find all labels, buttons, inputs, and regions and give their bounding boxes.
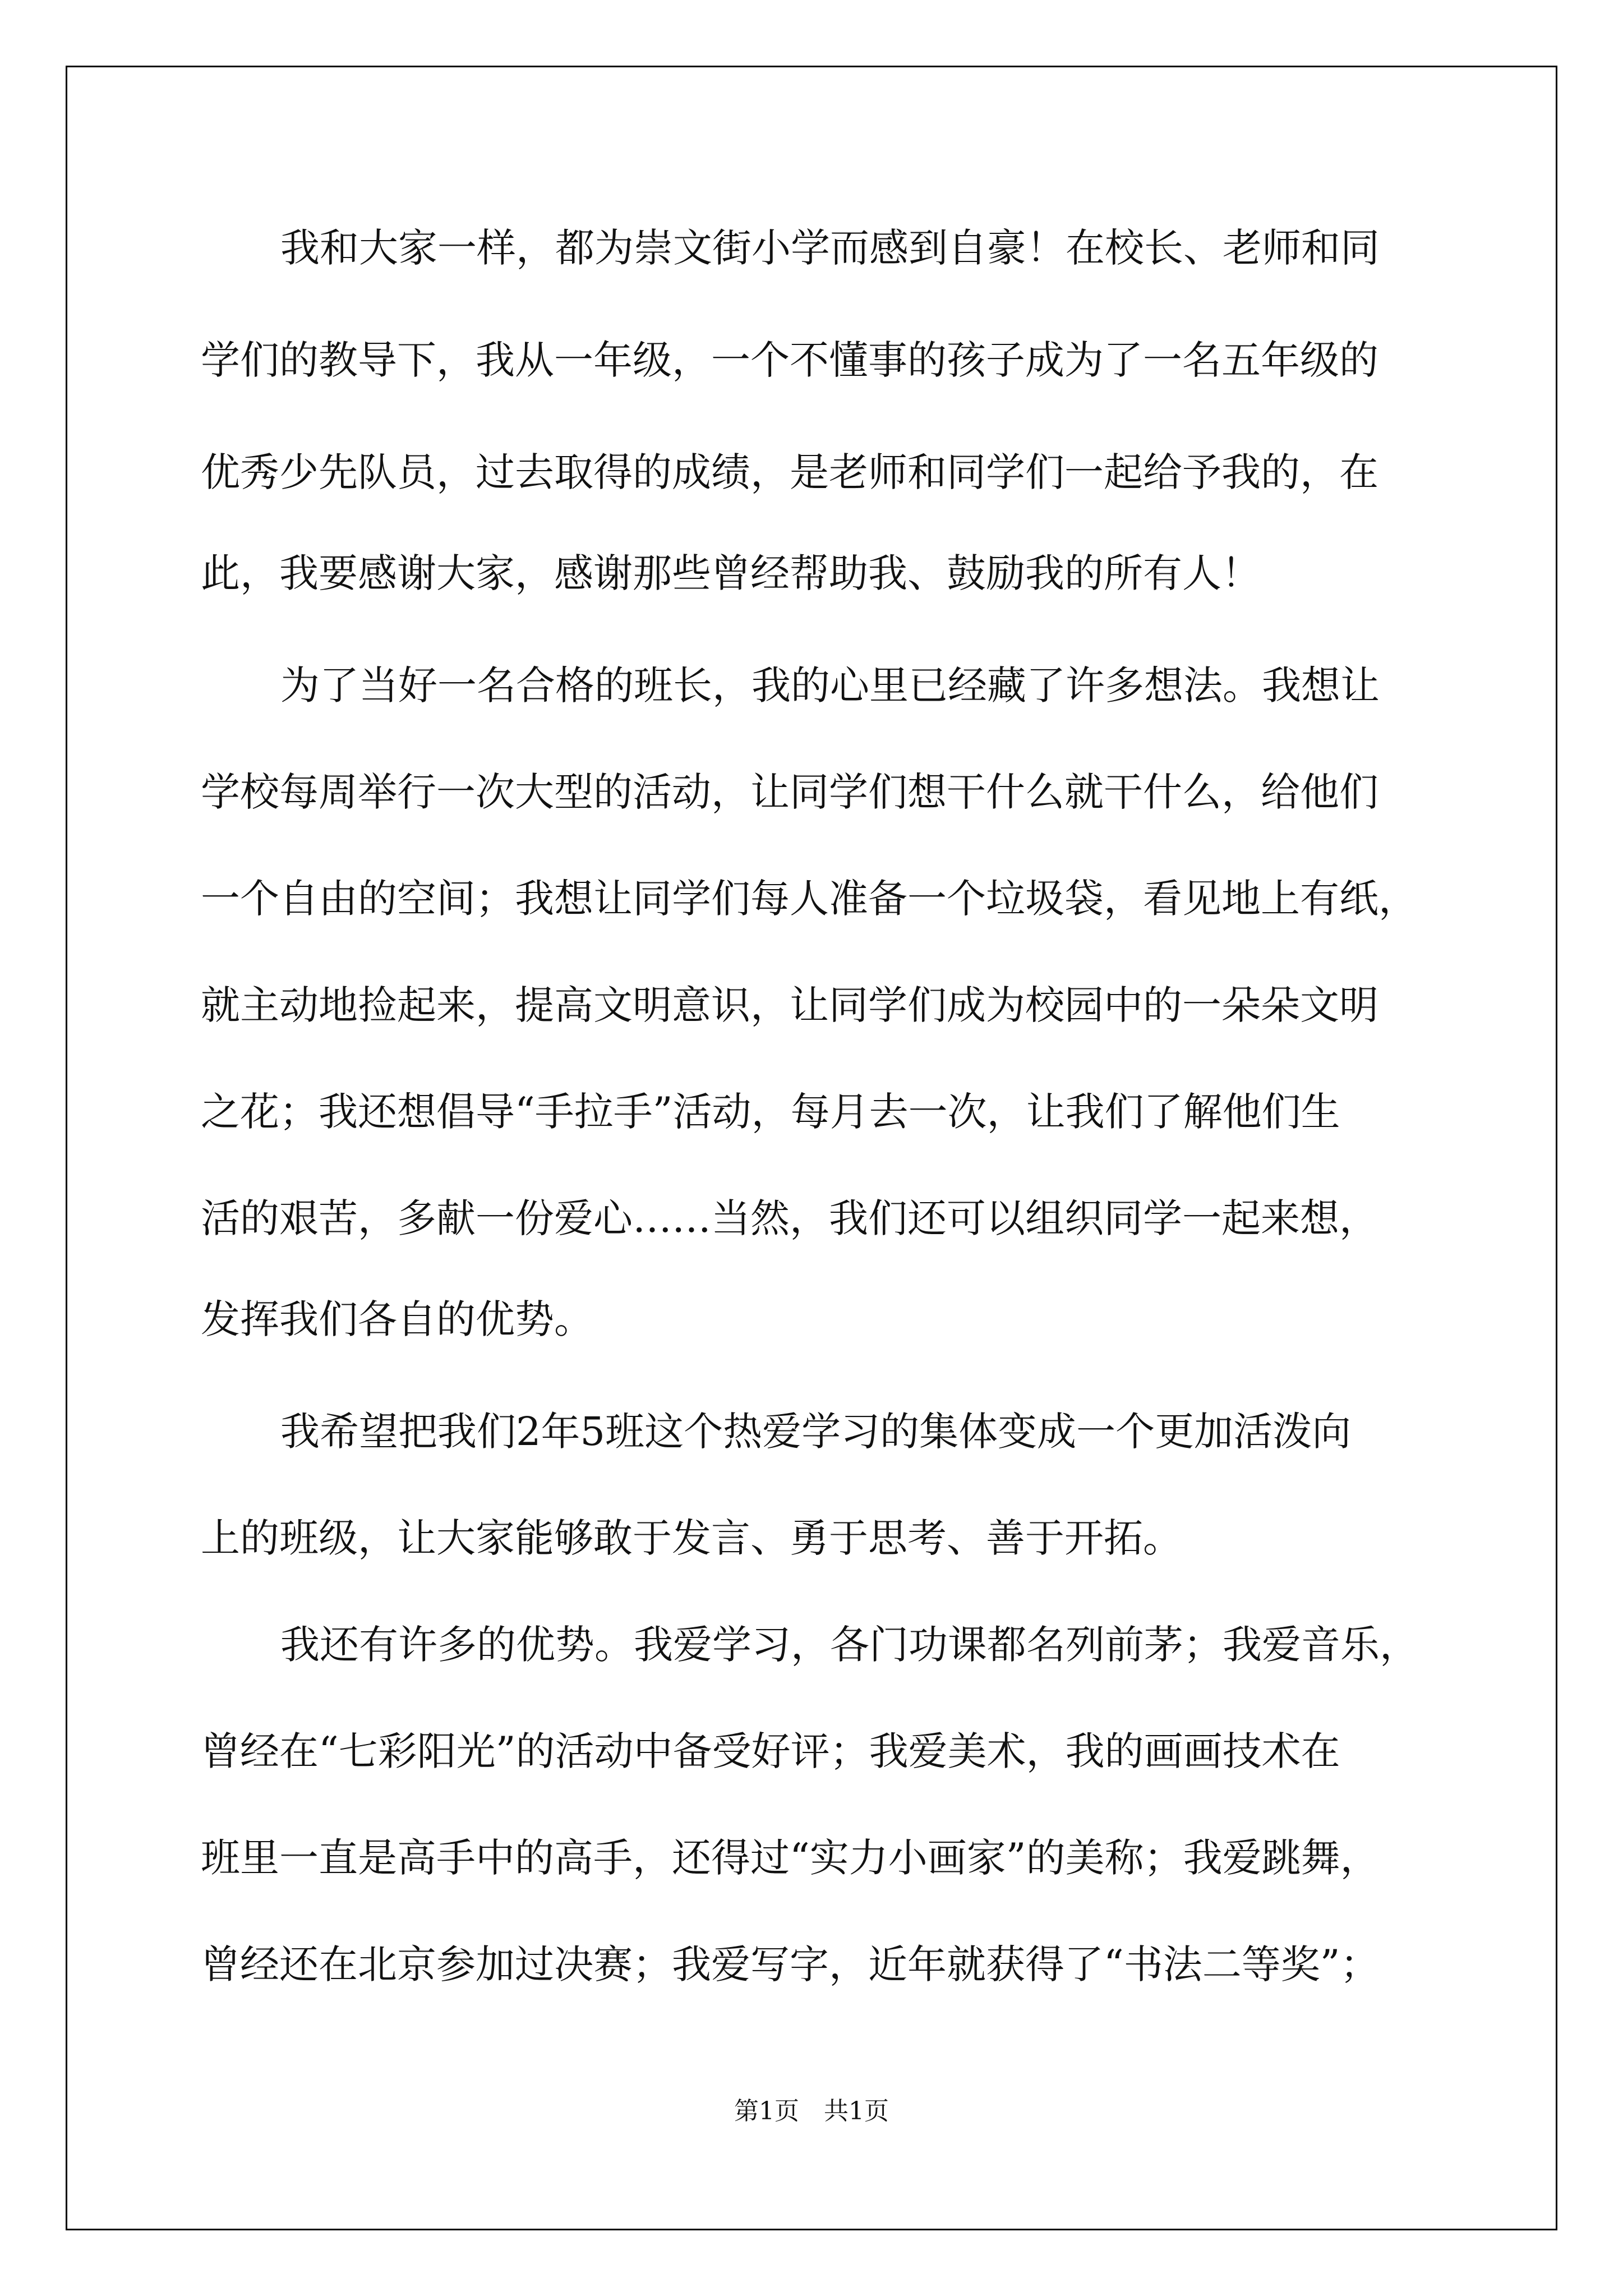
text-line: 优秀少先队员，过去取得的成绩，是老师和同学们一起给予我的，在 xyxy=(201,449,1378,495)
text-line: 就主动地捡起来，提高文明意识，让同学们成为校园中的一朵朵文明 xyxy=(201,982,1378,1028)
text-line: 之花；我还想倡导“手拉手”活动，每月去一次，让我们了解他们生 xyxy=(201,1089,1340,1135)
text-line: 我希望把我们2年5班这个热爱学习的集体变成一个更加活泼向 xyxy=(280,1409,1352,1455)
text-line: 曾经还在北京参加过决赛；我爱写字，近年就获得了“书法二等奖”； xyxy=(201,1941,1380,1987)
text-line: 曾经在“七彩阳光”的活动中备受好评；我爱美术，我的画画技术在 xyxy=(201,1728,1340,1774)
text-line: 活的艰苦，多献一份爱心……当然，我们还可以组织同学一起来想， xyxy=(201,1195,1378,1241)
page-number-footer: 第1页 共1页 xyxy=(734,2097,889,2125)
text-line: 一个自由的空间；我想让同学们每人准备一个垃圾袋，看见地上有纸， xyxy=(201,876,1418,922)
page-border xyxy=(66,66,1557,2230)
text-line: 此，我要感谢大家，感谢那些曾经帮助我、鼓励我的所有人！ xyxy=(201,550,1261,596)
text-line: 上的班级，让大家能够敢于发言、勇于思考、善于开拓。 xyxy=(201,1515,1182,1561)
text-line: 我和大家一样，都为崇文街小学而感到自豪！在校长、老师和同 xyxy=(280,225,1380,271)
text-line: 发挥我们各自的优势。 xyxy=(201,1296,593,1342)
text-line: 为了当好一名合格的班长，我的心里已经藏了许多想法。我想让 xyxy=(280,662,1380,708)
text-line: 学校每周举行一次大型的活动，让同学们想干什么就干什么，给他们 xyxy=(201,769,1378,815)
text-line: 学们的教导下，我从一年级，一个不懂事的孩子成为了一名五年级的 xyxy=(201,337,1378,383)
text-line: 班里一直是高手中的高手，还得过“实力小画家”的美称；我爱跳舞， xyxy=(201,1835,1380,1881)
text-line: 我还有许多的优势。我爱学习，各门功课都名列前茅；我爱音乐， xyxy=(280,1622,1419,1668)
